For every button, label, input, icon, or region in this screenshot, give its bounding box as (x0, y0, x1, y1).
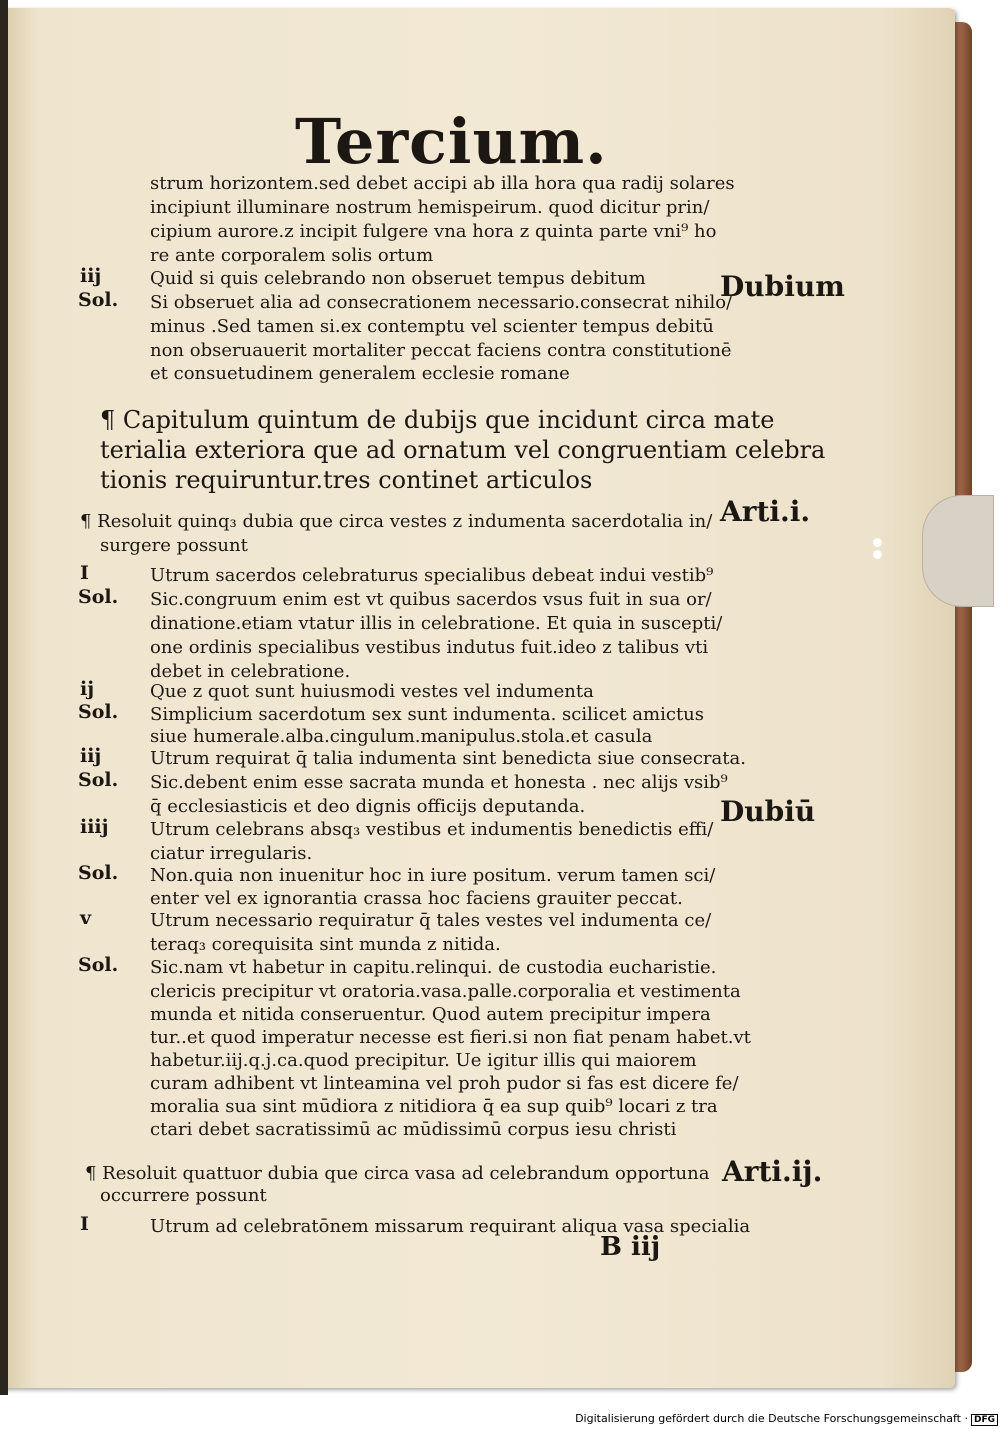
text-line: Simplicium sacerdotum sex sunt indumenta. scilicet amictus (150, 704, 705, 725)
question-label: Sol. (78, 769, 119, 791)
question-label: iiij (80, 816, 109, 838)
question-label: Sol. (78, 586, 119, 608)
chapter-heading-line: tionis requiruntur.tres continet articulos (100, 466, 593, 494)
text-line: ¶ Resoluit quinq₃ dubia que circa vestes z indumenta sacerdotalia in/ (80, 511, 713, 532)
text-line: curam adhibent vt linteamina vel proh pudor si fas est dicere fe/ (150, 1073, 739, 1094)
chapter-heading-line: ¶ Capitulum quintum de dubijs que incidunt circa mate (100, 406, 775, 434)
text-line: non obseruauerit mortaliter peccat faciens contra constitutionē (150, 340, 732, 361)
text-line: strum horizontem.sed debet accipi ab illa hora qua radij solares (150, 173, 735, 194)
text-line: minus .Sed tamen si.ex contemptu vel scienter tempus debitū (150, 316, 714, 337)
margin-note: Dubium (720, 270, 845, 303)
footer (0, 1412, 998, 1426)
question-label: ij (80, 678, 95, 700)
text-line: Utrum ad celebratōnem missarum requirant aliqua vasa specialia (150, 1216, 751, 1237)
text-line: Sic.nam vt habetur in capitu.relinqui. de custodia eucharistie. (150, 957, 717, 978)
clasp-hole (873, 538, 882, 547)
question-label: Sol. (78, 954, 119, 976)
text-line: dinatione.etiam vtatur illis in celebratione. Et quia in suscepti/ (150, 613, 723, 634)
binding-edge (0, 0, 8, 1395)
text-line: cipium aurore.z incipit fulgere vna hora z quinta parte vni⁹ ho (150, 221, 717, 242)
question-label: iij (80, 745, 102, 767)
question-label: Sol. (78, 701, 119, 723)
text-line: q̄ ecclesiasticis et deo dignis officijs deputanda. (150, 796, 586, 817)
text-line: Non.quia non inuenitur hoc in iure positum. verum tamen sci/ (150, 865, 716, 886)
text-line: Que z quot sunt huiusmodi vestes vel indumenta (150, 681, 594, 702)
question-label: Sol. (78, 862, 119, 884)
text-line: clericis precipitur vt oratoria.vasa.palle.corporalia et vestimenta (150, 981, 741, 1002)
text-line: Sic.congruum enim est vt quibus sacerdos vsus fuit in sua or/ (150, 589, 712, 610)
text-line: Utrum celebrans absq₃ vestibus et indumentis benedictis effi/ (150, 819, 714, 840)
text-line: one ordinis specialibus vestibus indutus fuit.ideo z talibus vti (150, 637, 709, 658)
question-label: v (80, 907, 92, 929)
text-line: moralia sua sint mūdiora z nitidiora q̄ ea sup quib⁹ locari z tra (150, 1096, 718, 1117)
text-line: Utrum sacerdos celebraturus specialibus debeat indui vestib⁹ (150, 565, 714, 586)
text-line: teraq₃ corequisita sint munda z nitida. (150, 934, 501, 955)
dfg-logo: DFG (971, 1414, 998, 1426)
footer-text: Digitalisierung gefördert durch die Deutsche Forschungsgemeinschaft · (575, 1412, 968, 1425)
margin-note: Arti.ij. (722, 1155, 823, 1188)
text-line: ciatur irregularis. (150, 843, 313, 864)
running-head: Tercium. (295, 105, 608, 178)
question-label: iij (80, 265, 102, 287)
text-line: surgere possunt (100, 535, 248, 556)
clasp-hole (873, 550, 882, 559)
text-line: Sic.debent enim esse sacrata munda et honesta . nec alijs vsib⁹ (150, 772, 728, 793)
text-line: siue humerale.alba.cingulum.manipulus.stola.et casula (150, 726, 653, 747)
question-label: I (80, 1213, 89, 1235)
text-line: Utrum requirat q̄ talia indumenta sint benedicta siue consecrata. (150, 748, 746, 769)
text-line: enter vel ex ignorantia crassa hoc faciens grauiter peccat. (150, 888, 683, 909)
text-line: debet in celebratione. (150, 661, 351, 682)
text-line: ¶ Resoluit quattuor dubia que circa vasa ad celebrandum opportuna (85, 1163, 710, 1184)
text-line: munda et nitida conseruentur. Quod autem precipitur impera (150, 1004, 711, 1025)
text-line: incipiunt illuminare nostrum hemispeirum. quod dicitur prin/ (150, 197, 710, 218)
text-line: ctari debet sacratissimū ac mūdissimū corpus iesu christi (150, 1119, 677, 1140)
question-label: Sol. (78, 289, 119, 311)
margin-note: Arti.i. (720, 495, 811, 528)
text-line: occurrere possunt (100, 1185, 267, 1206)
chapter-heading-line: terialia exteriora que ad ornatum vel congruentiam celebra (100, 436, 826, 464)
text-line: habetur.iij.q.j.ca.quod precipitur. Ue igitur illis qui maiorem (150, 1050, 697, 1071)
text-line: Si obseruet alia ad consecrationem necessario.consecrat nihilo/ (150, 292, 733, 313)
question-label: I (80, 562, 89, 584)
text-line: Quid si quis celebrando non obseruet tempus debitum (150, 268, 646, 289)
text-line: Utrum necessario requiratur q̄ tales vestes vel indumenta ce/ (150, 910, 712, 931)
signature-mark: B iij (600, 1232, 661, 1262)
margin-note: Dubiū (720, 795, 816, 828)
page-clasp (922, 495, 994, 607)
text-line: et consuetudinem generalem ecclesie romane (150, 363, 570, 384)
text-line: re ante corporalem solis ortum (150, 245, 434, 266)
text-line: tur..et quod imperatur necesse est fieri.si non fiat penam habet.vt (150, 1027, 751, 1048)
